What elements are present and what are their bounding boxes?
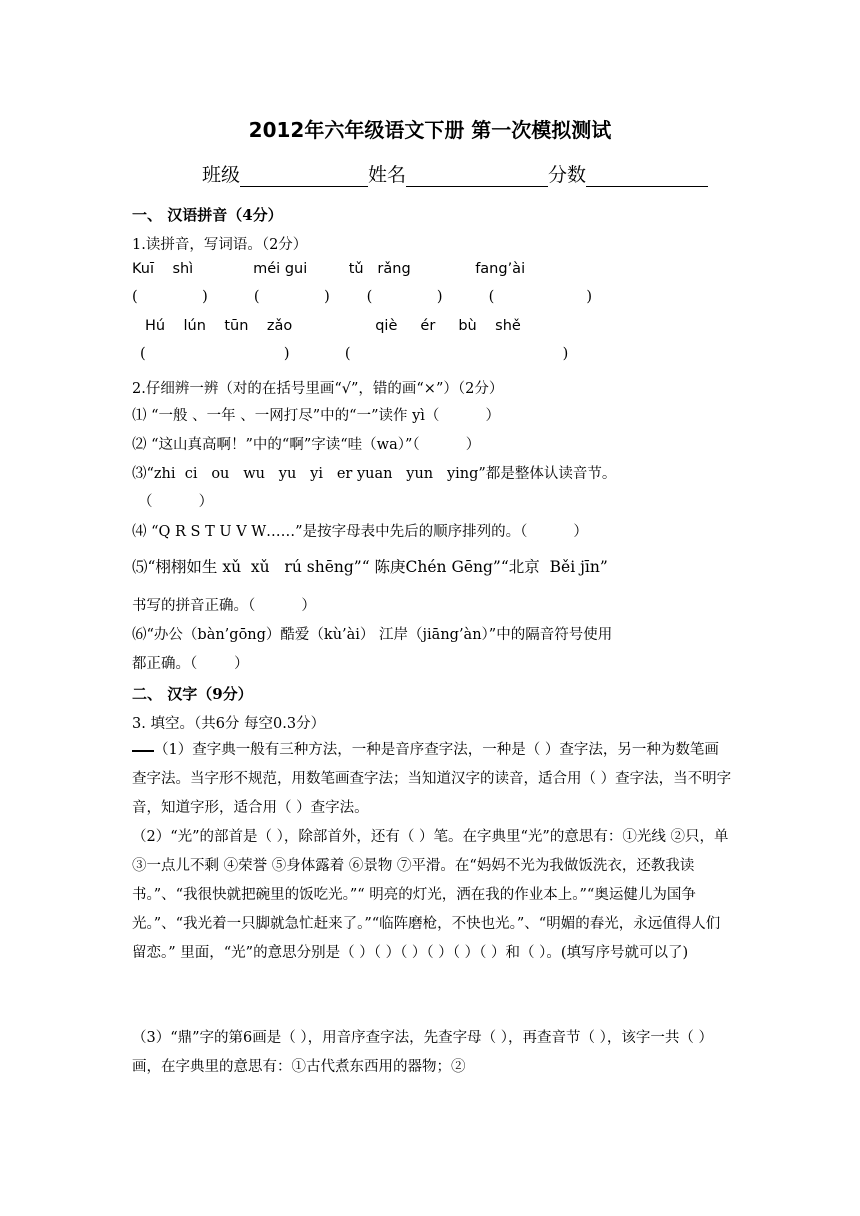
question-1: 1.读拼音，写词语。（2分）: [132, 237, 308, 253]
question-2-item-3-parens: （ ）: [138, 494, 214, 510]
question-2-item-3: ⑶“zhi ci ou wu yu yi er yuan yun ying”都是整体认读音节。: [132, 466, 617, 482]
question-2-item-1: ⑴ “一般 、一年 、一网打尽”中的“一”读作 yì（ ）: [132, 408, 501, 424]
student-info-row: [202, 160, 708, 187]
question-2-item-2: ⑵ “这山真高啊！”中的“啊”字读“哇（wa）”（ ）: [132, 437, 481, 453]
answer-parens-row-2: ( ) ( ): [140, 346, 569, 362]
section-2-heading: 二、 汉字（9分）: [132, 685, 253, 703]
pinyin-row-1: Kuī shì méi gui tǔ rǎng fang’ài: [132, 261, 526, 277]
question-3: 3. 填空。（共6分 每空0.3分）: [132, 716, 326, 732]
score-blank: [586, 166, 708, 187]
score-label: 分数: [548, 164, 587, 186]
question-2-item-4: ⑷ “Q R S T U V W……”是按字母表中先后的顺序排列的。（ ）: [132, 524, 588, 540]
class-blank: [240, 166, 368, 187]
question-2-item-5: ⑸“栩栩如生 xǔ xǔ rú shēng”“ 陈庚Chén Gēng”“北京 Běi jīn”: [132, 558, 608, 576]
exam-title: 2012年六年级语文下册 第一次模拟测试: [248, 118, 612, 142]
name-label: 姓名: [368, 164, 407, 186]
paragraph-3-3: （3）“鼎”字的第6画是（ ），用音序查字法，先查字母（ ），再查音节（ ），该字一共（ ）画，在字典里的意思有：①古代煮东西用的器物；②: [132, 1030, 713, 1075]
paragraph-3-2: （2）“光”的部首是（ ），除部首外，还有（ ）笔。在字典里“光”的意思有：①光线 ②只，单 ③一点儿不剩 ④荣誉 ⑤身体露着 ⑥景物 ⑦平滑。在“妈妈不光为我做饭洗衣，还教我读书。”、“我很快就把碗里的饭吃光。”“ 明亮的灯光，洒在我的作业本上。”“奥运健儿为国争光。”、“我光着一只脚就急忙赶来了。”“临阵磨枪，不快也光。”、“明媚的春光，永远值得人们留恋。” 里面，“光”的意思分别是（ ）（ ）（ ）（ ）（ ）（ ）和（ ）。(填写序号就可以了): [132, 829, 729, 961]
pinyin-row-2: Hú lún tūn zǎo qiè ér bù shě: [145, 318, 521, 334]
paragraph-3-1-text: （1）查字典一般有三种方法，一种是音序查字法，一种是（ ）查字法，另一种为数笔画查字法。当字形不规范，用数笔画查字法；当知道汉字的读音，适合用（ ）查字法，当不明字音，知道字形，适合用（ ）查字法。: [132, 742, 732, 816]
class-label: 班级: [202, 164, 241, 186]
question-2: 2.仔细辨一辨（对的在括号里画“√”，错的画“×”）（2分）: [132, 381, 504, 397]
question-2-item-6: ⑹“办公（bàn’gōng）酷爱（kù’ài） 江岸（jiāng’àn）”中的隔音符号使用: [132, 627, 613, 643]
question-2-item-6-cont: 都正确。（ ）: [132, 656, 249, 672]
paragraph-3-1: [132, 736, 732, 823]
question-2-item-5-cont: 书写的拼音正确。（ ）: [132, 598, 316, 614]
name-blank: [406, 166, 548, 187]
underline-mark: [132, 738, 154, 752]
section-1-heading: 一、 汉语拼音（4分）: [132, 206, 283, 224]
answer-parens-row-1: ( ) ( ) ( ) ( ): [132, 289, 593, 305]
